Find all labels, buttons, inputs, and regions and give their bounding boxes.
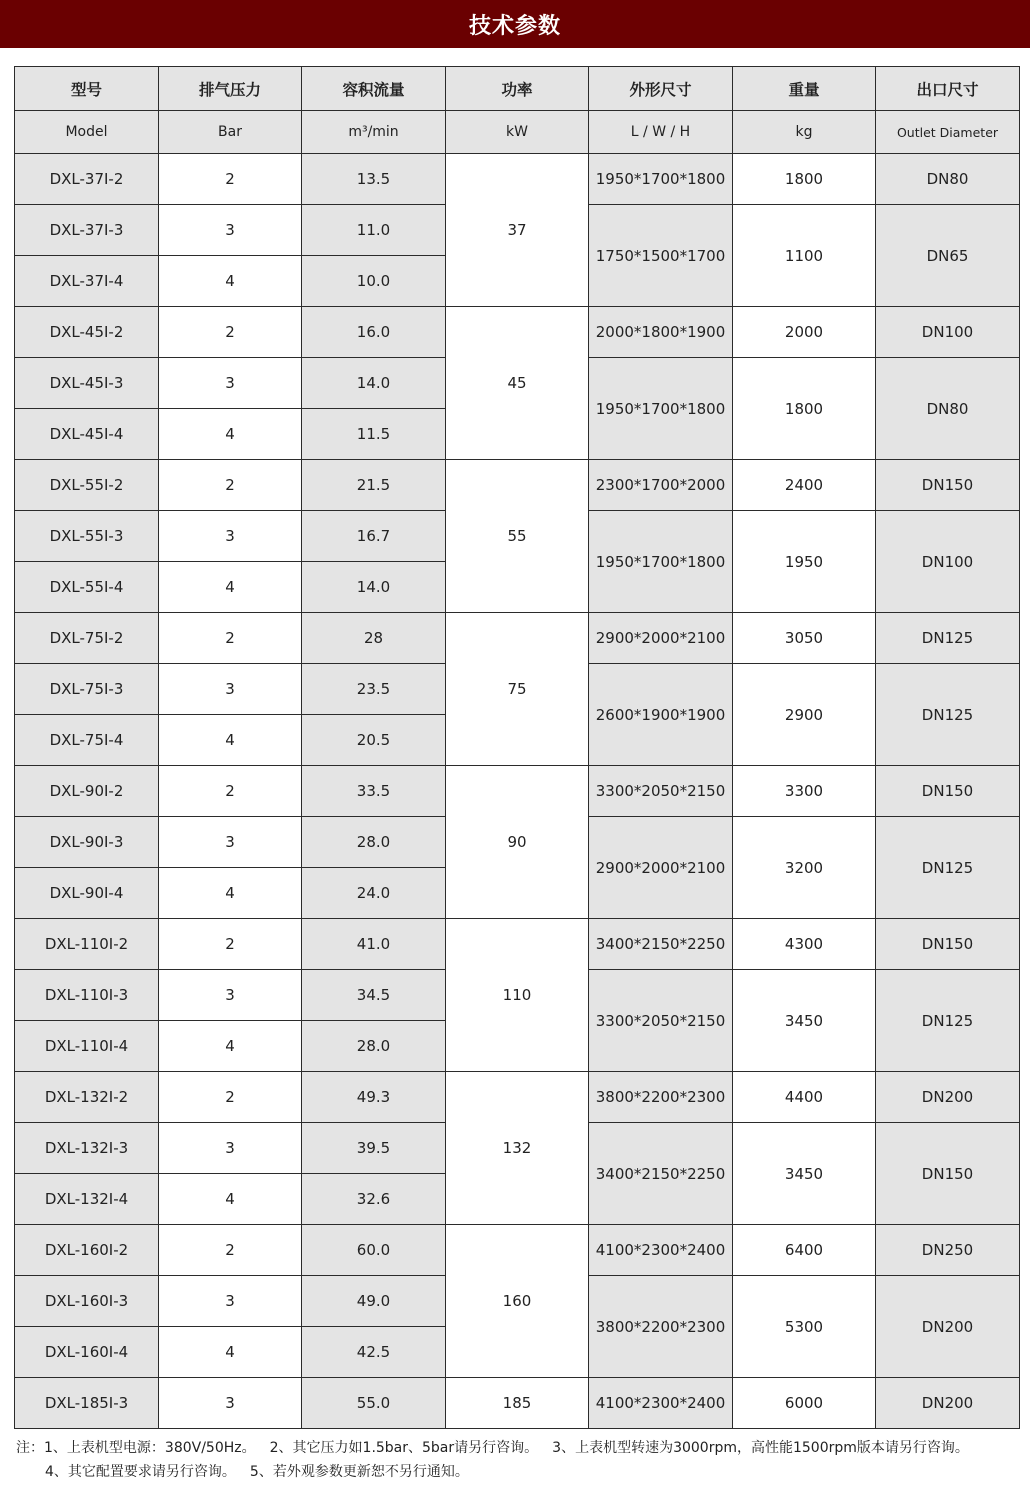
model-cell: DXL-90I-3 [15,817,159,868]
flow-cell: 41.0 [302,919,446,970]
dimensions-cell: 2600*1900*1900 [589,664,733,766]
pressure-cell: 3 [159,205,302,256]
weight-cell: 1100 [733,205,876,307]
dimensions-cell: 2900*2000*2100 [589,613,733,664]
pressure-cell: 4 [159,1174,302,1225]
col-unit-outlet: Outlet Diameter [876,111,1020,154]
flow-cell: 10.0 [302,256,446,307]
model-cell: DXL-110I-3 [15,970,159,1021]
outlet-cell: DN125 [876,970,1020,1072]
weight-cell: 2400 [733,460,876,511]
flow-cell: 32.6 [302,1174,446,1225]
dimensions-cell: 3800*2200*2300 [589,1072,733,1123]
flow-cell: 14.0 [302,562,446,613]
power-cell: 75 [446,613,589,766]
pressure-cell: 2 [159,307,302,358]
weight-cell: 1800 [733,154,876,205]
model-cell: DXL-37I-3 [15,205,159,256]
footnote: 注：1、上表机型电源：380V/50Hz。 [16,1440,256,1456]
flow-cell: 20.5 [302,715,446,766]
outlet-cell: DN200 [876,1072,1020,1123]
flow-cell: 39.5 [302,1123,446,1174]
table-row [15,307,1020,358]
dimensions-cell: 3300*2050*2150 [589,970,733,1072]
power-cell: 160 [446,1225,589,1378]
model-cell: DXL-110I-2 [15,919,159,970]
pressure-cell: 3 [159,970,302,1021]
flow-cell: 42.5 [302,1327,446,1378]
model-cell: DXL-90I-4 [15,868,159,919]
flow-cell: 11.0 [302,205,446,256]
footnote: 3、上表机型转速为3000rpm，高性能1500rpm版本请另行咨询。 [552,1440,969,1456]
pressure-cell: 4 [159,715,302,766]
weight-cell: 4300 [733,919,876,970]
header-row-zh [15,67,1020,111]
model-cell: DXL-45I-3 [15,358,159,409]
flow-cell: 21.5 [302,460,446,511]
power-cell: 90 [446,766,589,919]
table-row [15,766,1020,817]
pressure-cell: 4 [159,409,302,460]
footnote: 2、其它压力如1.5bar、5bar请另行咨询。 [269,1440,539,1456]
outlet-cell: DN150 [876,919,1020,970]
pressure-cell: 3 [159,817,302,868]
flow-cell: 23.5 [302,664,446,715]
table-row [15,613,1020,664]
table-row [15,919,1020,970]
weight-cell: 3450 [733,1123,876,1225]
weight-cell: 3450 [733,970,876,1072]
power-cell: 132 [446,1072,589,1225]
col-unit-dimensions: L / W / H [589,111,733,154]
model-cell: DXL-45I-4 [15,409,159,460]
table-row [15,1072,1020,1123]
pressure-cell: 3 [159,358,302,409]
model-cell: DXL-160I-3 [15,1276,159,1327]
footnote-line-2 [16,1460,1030,1484]
power-cell: 185 [446,1378,589,1429]
outlet-cell: DN125 [876,817,1020,919]
spec-table [14,66,1020,1429]
dimensions-cell: 1950*1700*1800 [589,511,733,613]
model-cell: DXL-37I-2 [15,154,159,205]
outlet-cell: DN125 [876,664,1020,766]
outlet-cell: DN150 [876,1123,1020,1225]
pressure-cell: 2 [159,1225,302,1276]
outlet-cell: DN100 [876,307,1020,358]
weight-cell: 4400 [733,1072,876,1123]
weight-cell: 3300 [733,766,876,817]
footnotes [16,1436,1030,1484]
outlet-cell: DN125 [876,613,1020,664]
model-cell: DXL-90I-2 [15,766,159,817]
model-cell: DXL-75I-3 [15,664,159,715]
weight-cell: 2000 [733,307,876,358]
dimensions-cell: 3400*2150*2250 [589,1123,733,1225]
pressure-cell: 3 [159,1276,302,1327]
pressure-cell: 4 [159,562,302,613]
flow-cell: 24.0 [302,868,446,919]
table-row [15,154,1020,205]
pressure-cell: 3 [159,1123,302,1174]
outlet-cell: DN100 [876,511,1020,613]
model-cell: DXL-132I-2 [15,1072,159,1123]
weight-cell: 3200 [733,817,876,919]
col-unit-pressure: Bar [159,111,302,154]
col-header-weight: 重量 [733,67,876,111]
outlet-cell: DN200 [876,1378,1020,1429]
pressure-cell: 4 [159,868,302,919]
model-cell: DXL-132I-4 [15,1174,159,1225]
pressure-cell: 2 [159,613,302,664]
col-header-model: 型号 [15,67,159,111]
model-cell: DXL-55I-3 [15,511,159,562]
col-unit-weight: kg [733,111,876,154]
power-cell: 37 [446,154,589,307]
pressure-cell: 3 [159,664,302,715]
outlet-cell: DN200 [876,1276,1020,1378]
weight-cell: 3050 [733,613,876,664]
pressure-cell: 3 [159,1378,302,1429]
power-cell: 45 [446,307,589,460]
pressure-cell: 2 [159,919,302,970]
model-cell: DXL-45I-2 [15,307,159,358]
flow-cell: 14.0 [302,358,446,409]
footnote: 4、其它配置要求请另行咨询。 [45,1464,236,1480]
model-cell: DXL-185I-3 [15,1378,159,1429]
pressure-cell: 2 [159,154,302,205]
weight-cell: 5300 [733,1276,876,1378]
col-header-outlet: 出口尺寸 [876,67,1020,111]
weight-cell: 1800 [733,358,876,460]
dimensions-cell: 4100*2300*2400 [589,1225,733,1276]
weight-cell: 6400 [733,1225,876,1276]
col-header-power: 功率 [446,67,589,111]
outlet-cell: DN80 [876,358,1020,460]
model-cell: DXL-160I-2 [15,1225,159,1276]
power-cell: 110 [446,919,589,1072]
weight-cell: 2900 [733,664,876,766]
header-row-en [15,111,1020,154]
pressure-cell: 2 [159,766,302,817]
footnote-line-1 [16,1436,1030,1460]
outlet-cell: DN250 [876,1225,1020,1276]
dimensions-cell: 1950*1700*1800 [589,154,733,205]
flow-cell: 28.0 [302,817,446,868]
pressure-cell: 4 [159,1327,302,1378]
page-title: 技术参数 [468,13,561,39]
dimensions-cell: 2900*2000*2100 [589,817,733,919]
col-unit-model: Model [15,111,159,154]
flow-cell: 28.0 [302,1021,446,1072]
model-cell: DXL-75I-2 [15,613,159,664]
footnote: 5、若外观参数更新恕不另行通知。 [249,1464,469,1480]
dimensions-cell: 1950*1700*1800 [589,358,733,460]
power-cell: 55 [446,460,589,613]
outlet-cell: DN65 [876,205,1020,307]
dimensions-cell: 3800*2200*2300 [589,1276,733,1378]
dimensions-cell: 1750*1500*1700 [589,205,733,307]
flow-cell: 34.5 [302,970,446,1021]
model-cell: DXL-55I-4 [15,562,159,613]
table-row [15,1225,1020,1276]
dimensions-cell: 3400*2150*2250 [589,919,733,970]
col-header-pressure: 排气压力 [159,67,302,111]
col-header-flow: 容积流量 [302,67,446,111]
outlet-cell: DN80 [876,154,1020,205]
dimensions-cell: 3300*2050*2150 [589,766,733,817]
flow-cell: 55.0 [302,1378,446,1429]
model-cell: DXL-37I-4 [15,256,159,307]
col-unit-flow: m³/min [302,111,446,154]
table-row [15,460,1020,511]
pressure-cell: 3 [159,511,302,562]
spec-table-body [15,154,1020,1429]
outlet-cell: DN150 [876,460,1020,511]
model-cell: DXL-55I-2 [15,460,159,511]
outlet-cell: DN150 [876,766,1020,817]
page-title-bar [0,0,1030,48]
table-row [15,1378,1020,1429]
pressure-cell: 2 [159,460,302,511]
flow-cell: 16.7 [302,511,446,562]
flow-cell: 11.5 [302,409,446,460]
weight-cell: 1950 [733,511,876,613]
model-cell: DXL-110I-4 [15,1021,159,1072]
flow-cell: 13.5 [302,154,446,205]
pressure-cell: 4 [159,256,302,307]
dimensions-cell: 4100*2300*2400 [589,1378,733,1429]
dimensions-cell: 2300*1700*2000 [589,460,733,511]
flow-cell: 33.5 [302,766,446,817]
model-cell: DXL-75I-4 [15,715,159,766]
col-header-dimensions: 外形尺寸 [589,67,733,111]
model-cell: DXL-132I-3 [15,1123,159,1174]
weight-cell: 6000 [733,1378,876,1429]
flow-cell: 49.0 [302,1276,446,1327]
dimensions-cell: 2000*1800*1900 [589,307,733,358]
flow-cell: 60.0 [302,1225,446,1276]
flow-cell: 49.3 [302,1072,446,1123]
flow-cell: 28 [302,613,446,664]
col-unit-power: kW [446,111,589,154]
flow-cell: 16.0 [302,307,446,358]
model-cell: DXL-160I-4 [15,1327,159,1378]
pressure-cell: 2 [159,1072,302,1123]
pressure-cell: 4 [159,1021,302,1072]
